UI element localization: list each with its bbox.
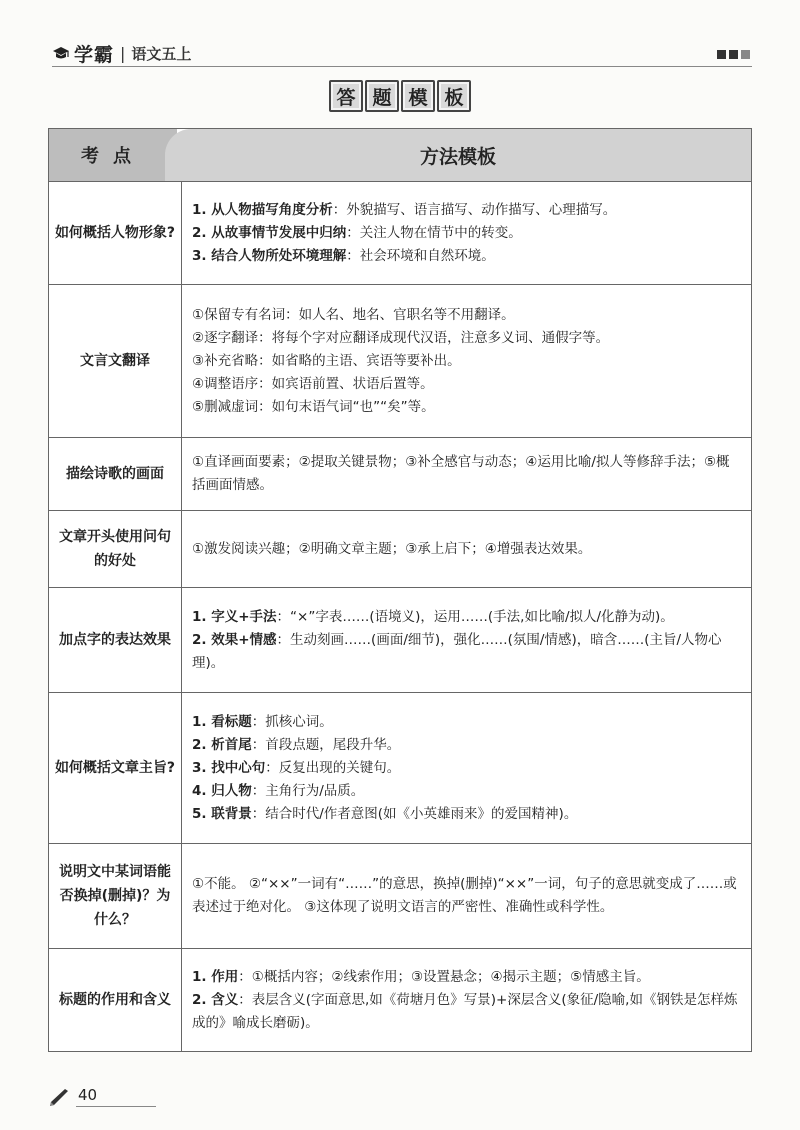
method-line-text: ：主角行为/品质。 <box>251 782 365 799</box>
topic-cell: 文言文翻译 <box>49 285 182 437</box>
topic-cell: 描绘诗歌的画面 <box>49 438 182 510</box>
brand-logo <box>52 40 191 67</box>
table-row <box>48 284 752 437</box>
page-header <box>52 38 752 66</box>
column-header-method: 方法模板 <box>165 129 751 181</box>
topic-cell: 加点字的表达效果 <box>49 588 182 692</box>
method-line <box>192 327 741 350</box>
method-cell <box>182 844 751 948</box>
method-line <box>192 606 741 629</box>
page-number: 40 <box>78 1086 98 1104</box>
method-cell <box>182 511 751 587</box>
method-cell <box>182 588 751 692</box>
method-line-text: ④调整语序：如宾语前置、状语后置等。 <box>192 375 434 392</box>
method-line <box>192 245 741 268</box>
method-line <box>192 873 741 919</box>
method-line-head: 1. 字义+手法 <box>192 608 277 625</box>
table-row <box>48 510 752 587</box>
method-line <box>192 538 741 561</box>
method-line-head: 2. 析首尾 <box>192 736 252 753</box>
method-line-head: 3. 结合人物所处环境理解 <box>192 247 347 264</box>
method-line <box>192 803 741 826</box>
method-line-text: ②逐字翻译：将每个字对应翻译成现代汉语，注意多义词、通假字等。 <box>192 329 610 346</box>
method-line <box>192 629 741 675</box>
method-cell <box>182 949 751 1051</box>
title-char: 答 <box>329 80 363 112</box>
method-line-text: ：关注人物在情节中的转变。 <box>346 224 522 241</box>
method-line <box>192 451 741 497</box>
header-rule <box>52 66 752 67</box>
method-line-text: ：反复出现的关键句。 <box>265 759 401 776</box>
table-row <box>48 181 752 284</box>
method-line-text: ：表层含义(字面意思,如《荷塘月色》写景)+深层含义(象征/隐喻,如《钢铁是怎样炼成的》喻成长磨砺)。 <box>192 991 738 1031</box>
table-row <box>48 843 752 948</box>
method-line-text: ：首段点题，尾段升华。 <box>251 736 401 753</box>
method-line-head: 3. 找中心句 <box>192 759 266 776</box>
method-line-text: ①保留专有名词：如人名、地名、官职名等不用翻译。 <box>192 306 515 323</box>
method-line-head: 1. 作用 <box>192 968 239 985</box>
method-line <box>192 757 741 780</box>
method-line-text: ⑤删减虚词：如句末语气词“也”“矣”等。 <box>192 398 435 415</box>
method-cell <box>182 438 751 510</box>
method-line <box>192 989 741 1035</box>
table-row <box>48 692 752 843</box>
method-line-text: ：生动刻画……(画面/细节)，强化……(氛围/情感)，暗含……(主旨/人物心理)。 <box>192 631 722 671</box>
method-table <box>48 128 752 1052</box>
table-header <box>48 128 752 181</box>
method-line-text: ①直译画面要素；②提取关键景物；③补全感官与动态；④运用比喻/拟人等修辞手法；⑤概括画面情感。 <box>192 454 730 493</box>
square-icon <box>717 50 726 59</box>
column-header-topic: 考点 <box>49 129 177 181</box>
method-line <box>192 711 741 734</box>
square-icon <box>741 50 750 59</box>
method-line-head: 1. 看标题 <box>192 713 252 730</box>
table-row <box>48 948 752 1052</box>
method-line-text: ：结合时代/作者意图(如《小英雄雨来》的爱国精神)。 <box>251 805 578 822</box>
book-title: 语文五上 <box>131 45 192 63</box>
topic-cell: 文章开头使用问句的好处 <box>49 511 182 587</box>
method-line-text: ：社会环境和自然环境。 <box>346 247 495 264</box>
method-line-head: 1. 从人物描写角度分析 <box>192 201 333 218</box>
method-line <box>192 396 741 419</box>
graduation-cap-icon <box>52 46 70 62</box>
table-body <box>48 181 752 1052</box>
title-char: 模 <box>401 80 435 112</box>
method-line <box>192 304 741 327</box>
method-line-head: 5. 联背景 <box>192 805 252 822</box>
table-row <box>48 437 752 510</box>
title-char: 题 <box>365 80 399 112</box>
method-line-text: ：“×”字表……(语境义)，运用……(手法,如比喻/拟人/化静为动)。 <box>276 608 674 625</box>
method-line-text: ：外貌描写、语言描写、动作描写、心理描写。 <box>332 201 617 218</box>
method-cell <box>182 693 751 843</box>
pencil-icon <box>48 1088 72 1108</box>
method-line <box>192 966 741 989</box>
method-cell <box>182 182 751 284</box>
method-line-text: ①不能。 ②“××”一词有“……”的意思，换掉(删掉)“××”一词，句子的意思就变成了……或表述过于绝对化。 ③这体现了说明文语言的严密性、准确性或科学性。 <box>192 876 737 915</box>
method-line-head: 2. 效果+情感 <box>192 631 277 648</box>
method-line <box>192 350 741 373</box>
method-line <box>192 199 741 222</box>
method-line <box>192 373 741 396</box>
header-separator: | <box>120 44 126 63</box>
method-line <box>192 222 741 245</box>
table-row <box>48 587 752 692</box>
title-char: 板 <box>437 80 471 112</box>
page-title <box>0 80 800 112</box>
page-footer <box>48 1082 128 1112</box>
brand-text: 学霸 <box>74 44 115 66</box>
method-line-head: 2. 从故事情节发展中归纳 <box>192 224 347 241</box>
topic-cell: 如何概括人物形象? <box>49 182 182 284</box>
method-line <box>192 780 741 803</box>
method-line-text: ：抓核心词。 <box>251 713 333 730</box>
method-line-text: ①激发阅读兴趣；②明确文章主题；③承上启下；④增强表达效果。 <box>192 540 592 557</box>
footer-rule <box>76 1106 156 1107</box>
method-line-head: 2. 含义 <box>192 991 239 1008</box>
topic-cell: 说明文中某词语能否换掉(删掉)？为什么？ <box>49 844 182 948</box>
topic-cell: 如何概括文章主旨? <box>49 693 182 843</box>
method-line <box>192 734 741 757</box>
method-line-text: ③补充省略：如省略的主语、宾语等要补出。 <box>192 352 461 369</box>
method-line-text: ：①概括内容；②线索作用；③设置悬念；④揭示主题；⑤情感主旨。 <box>238 968 650 985</box>
header-squares <box>717 50 750 59</box>
topic-cell: 标题的作用和含义 <box>49 949 182 1051</box>
method-cell <box>182 285 751 437</box>
square-icon <box>729 50 738 59</box>
method-line-head: 4. 归人物 <box>192 782 252 799</box>
